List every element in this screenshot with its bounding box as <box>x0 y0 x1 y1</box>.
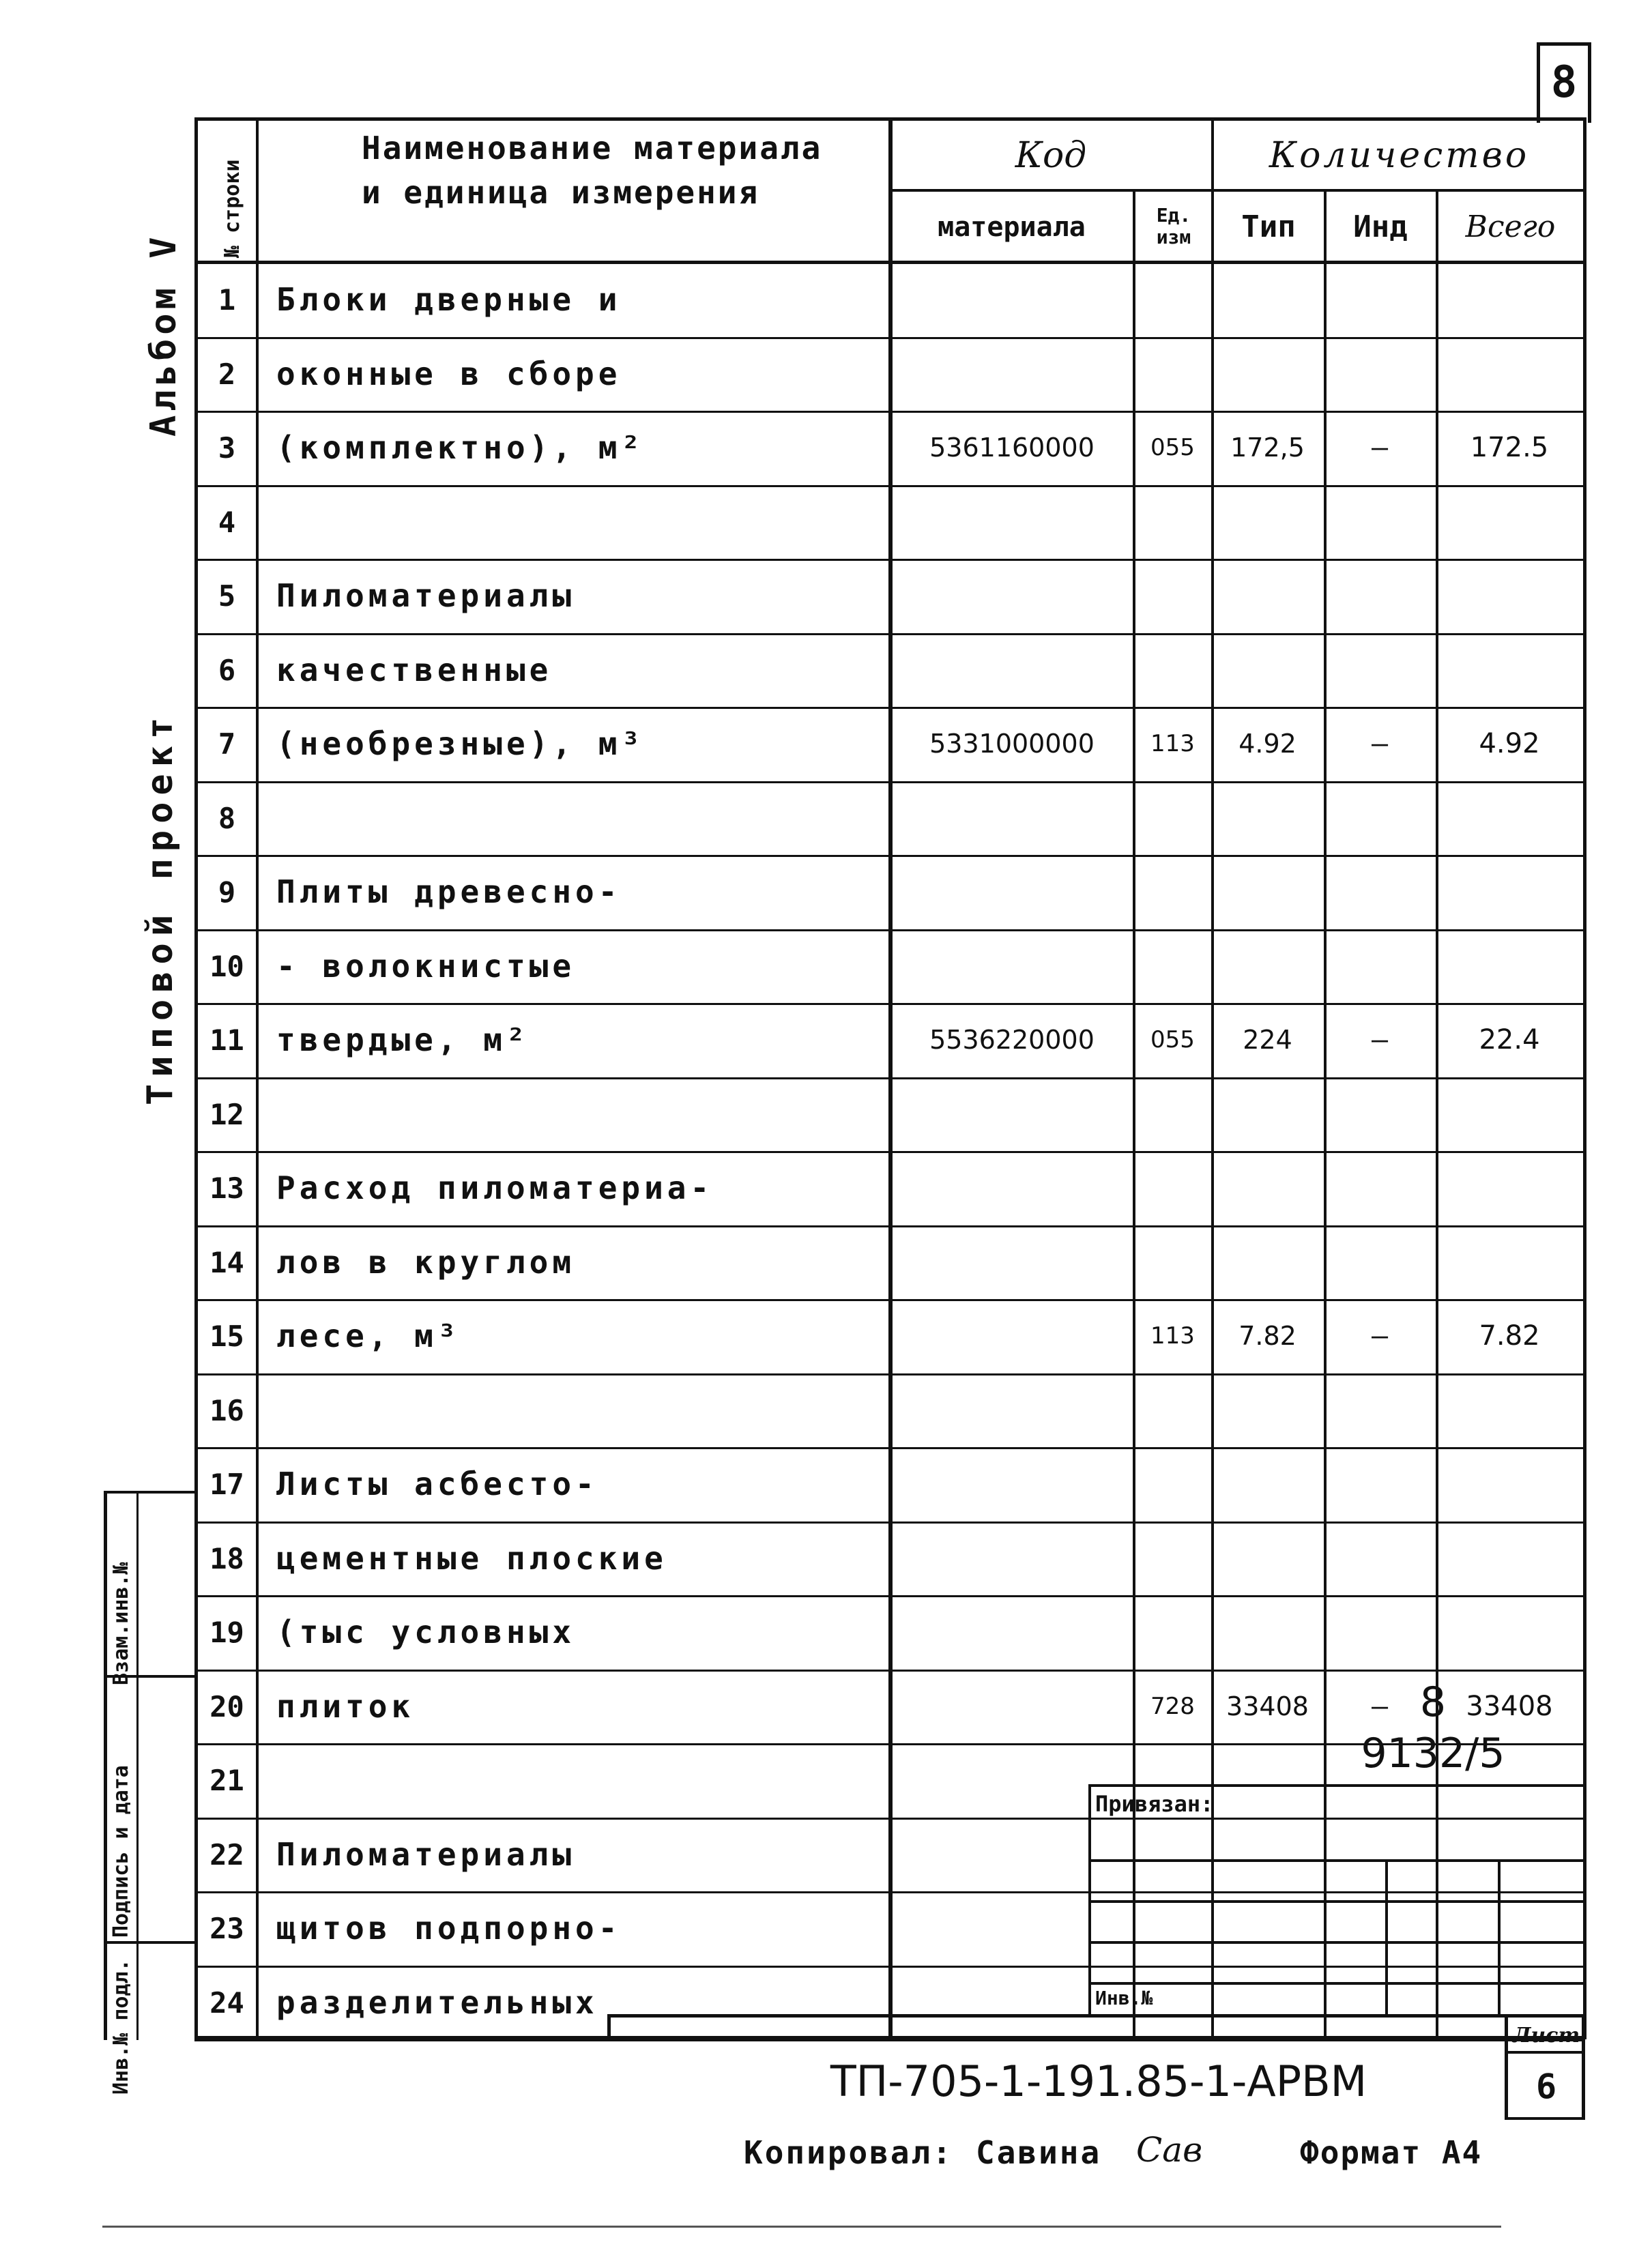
row-number: 20 <box>209 1689 244 1723</box>
stamp-inv-original: Инв.№ подл. <box>109 1959 133 2095</box>
quantity-total: 33408 <box>1466 1691 1553 1723</box>
material-name: (тыс условных <box>276 1614 576 1651</box>
header-unit-line2: изм <box>1156 226 1191 248</box>
quantity-typ <box>1214 485 1321 559</box>
stamp-inv-replace: Взам.инв.№ <box>109 1562 133 1685</box>
quantity-typ <box>1214 1595 1321 1670</box>
quantity-ind: — <box>1371 1691 1389 1723</box>
material-name: плиток <box>276 1688 415 1725</box>
quantity-total <box>1438 1225 1580 1300</box>
header-ind: Инд <box>1353 209 1408 244</box>
quantity-typ: 4.92 <box>1238 729 1296 759</box>
quantity-total <box>1438 485 1580 559</box>
unit-code: 055 <box>1150 1026 1195 1054</box>
header-total: Всего <box>1465 209 1556 244</box>
stamp-divider-2 <box>104 1941 196 1944</box>
quantity-typ <box>1214 1373 1321 1448</box>
stamp-inner-line <box>136 1491 139 2040</box>
quantity-ind: — <box>1371 1024 1389 1056</box>
unit-code <box>1135 1818 1210 1892</box>
quantity-total: 7.82 <box>1479 1320 1540 1352</box>
material-name: Блоки дверные и <box>276 281 622 319</box>
quantity-total <box>1438 1373 1580 1448</box>
row-number: 9 <box>218 875 236 909</box>
material-code <box>893 1299 1131 1373</box>
material-name <box>276 1743 882 1818</box>
copied-signature: Сав <box>1136 2130 1203 2170</box>
material-name: качественные <box>276 652 553 689</box>
material-code <box>893 1670 1131 1744</box>
sheet-number: 6 <box>1535 2066 1557 2106</box>
stamp-signature-date: Подпись и дата <box>109 1765 133 1938</box>
material-code <box>893 1521 1131 1596</box>
quantity-total <box>1438 1818 1580 1892</box>
unit-code: 728 <box>1150 1693 1195 1721</box>
row-number: 14 <box>209 1245 244 1279</box>
row-number: 24 <box>209 1985 244 2020</box>
material-code <box>893 1373 1131 1448</box>
row-number: 16 <box>209 1393 244 1427</box>
copied-name: Савина <box>976 2134 1102 2171</box>
header-row-number: № строки <box>220 159 244 258</box>
quantity-typ <box>1214 559 1321 633</box>
material-name <box>276 781 882 856</box>
quantity-ind <box>1327 929 1433 1004</box>
scan-bottom-line <box>102 2226 1501 2228</box>
row-number: 7 <box>218 727 236 761</box>
quantity-total <box>1438 855 1580 929</box>
quantity-total <box>1438 337 1580 411</box>
material-name: Пиломатериалы <box>276 577 576 615</box>
quantity-ind <box>1327 1225 1433 1300</box>
material-name: оконные в сборе <box>276 355 622 393</box>
quantity-typ <box>1214 1225 1321 1300</box>
quantity-ind <box>1327 1077 1433 1152</box>
row-number: 19 <box>209 1615 244 1649</box>
header-name-line1: Наименование материала <box>362 130 823 166</box>
row-number: 21 <box>209 1763 244 1797</box>
unit-code <box>1135 1077 1210 1152</box>
material-name: (необрезные), м³ <box>276 725 645 763</box>
material-name: - волокнистые <box>276 948 576 985</box>
material-code <box>893 633 1131 708</box>
quantity-total: 22.4 <box>1479 1024 1540 1056</box>
material-name: (комплектно), м² <box>276 429 645 467</box>
quantity-typ <box>1214 1077 1321 1152</box>
material-code: 5361160000 <box>929 433 1095 463</box>
material-code <box>893 1447 1131 1521</box>
document-designation: ТП-705-1-191.85-1-АРВМ <box>830 2056 1367 2106</box>
quantity-ind <box>1327 781 1433 856</box>
unit-code <box>1135 1447 1210 1521</box>
row-number: 1 <box>218 282 236 317</box>
material-code <box>893 1891 1131 1966</box>
quantity-typ: 7.82 <box>1238 1321 1296 1352</box>
material-name: Листы асбесто- <box>276 1466 598 1503</box>
unit-code <box>1135 855 1210 929</box>
row-number: 15 <box>209 1319 244 1353</box>
quantity-ind <box>1327 263 1433 337</box>
quantity-typ <box>1214 1743 1321 1818</box>
quantity-ind <box>1327 855 1433 929</box>
material-name: лов в круглом <box>276 1244 576 1281</box>
order-line2: 9132/5 <box>1361 1730 1505 1777</box>
project-type-label: Типовой проект <box>140 710 181 1105</box>
quantity-ind <box>1327 1818 1433 1892</box>
material-code <box>893 1225 1131 1300</box>
quantity-total <box>1438 1151 1580 1225</box>
material-name: лесе, м³ <box>276 1317 461 1355</box>
quantity-total <box>1438 633 1580 708</box>
material-name: цементные плоские <box>276 1540 667 1577</box>
sheet-label: Лист <box>1512 2023 1580 2048</box>
unit-code <box>1135 633 1210 708</box>
quantity-typ <box>1214 1818 1321 1892</box>
quantity-typ <box>1214 929 1321 1004</box>
quantity-total: 4.92 <box>1479 728 1540 760</box>
header-unit-line1: Ед. <box>1156 204 1191 227</box>
row-number: 18 <box>209 1541 244 1575</box>
unit-code <box>1135 1225 1210 1300</box>
header-name-line2: и единица измерения <box>362 174 760 211</box>
quantity-typ <box>1214 1891 1321 1966</box>
row-number: 4 <box>218 505 236 539</box>
row-number: 17 <box>209 1467 244 1501</box>
order-line1: 8 <box>1419 1678 1447 1726</box>
unit-code <box>1135 485 1210 559</box>
bound-title: Привязан: <box>1095 1791 1214 1817</box>
material-name: Плиты древесно- <box>276 873 622 911</box>
material-name <box>276 1373 882 1448</box>
row-number: 22 <box>209 1837 244 1872</box>
unit-code <box>1135 1521 1210 1596</box>
header-quantity: Количество <box>1269 134 1530 176</box>
material-code <box>893 929 1131 1004</box>
quantity-typ <box>1214 263 1321 337</box>
unit-code: 113 <box>1150 1322 1195 1350</box>
material-code <box>893 485 1131 559</box>
stamp-outer-left <box>104 1491 107 2040</box>
quantity-ind <box>1327 1891 1433 1966</box>
quantity-total <box>1438 929 1580 1004</box>
quantity-ind: — <box>1371 1320 1389 1352</box>
unit-code <box>1135 559 1210 633</box>
row-number: 6 <box>218 653 236 687</box>
quantity-typ: 172,5 <box>1230 433 1305 463</box>
quantity-total: 172.5 <box>1470 432 1549 464</box>
unit-code <box>1135 1891 1210 1966</box>
material-code: 5331000000 <box>929 729 1095 759</box>
quantity-typ <box>1214 633 1321 708</box>
quantity-typ <box>1214 855 1321 929</box>
quantity-ind <box>1327 1151 1433 1225</box>
material-code <box>893 1818 1131 1892</box>
quantity-ind <box>1327 1966 1433 2040</box>
quantity-total <box>1438 1077 1580 1152</box>
quantity-ind <box>1327 559 1433 633</box>
material-code <box>893 1595 1131 1670</box>
quantity-ind <box>1327 633 1433 708</box>
row-number: 23 <box>209 1911 244 1945</box>
material-code <box>893 337 1131 411</box>
unit-code <box>1135 1595 1210 1670</box>
material-name: щитов подпорно- <box>276 1910 622 1947</box>
album-label: Альбом V <box>143 233 184 437</box>
row-number: 5 <box>218 579 236 613</box>
header-code: Код <box>1015 134 1087 176</box>
quantity-total <box>1438 263 1580 337</box>
row-number: 12 <box>209 1097 244 1131</box>
header-unit <box>1135 192 1212 261</box>
material-name <box>276 485 882 559</box>
unit-code <box>1135 337 1210 411</box>
unit-code <box>1135 263 1210 337</box>
copied-label: Копировал: <box>744 2134 953 2171</box>
quantity-ind: — <box>1371 728 1389 760</box>
quantity-total <box>1438 781 1580 856</box>
quantity-typ <box>1214 1447 1321 1521</box>
material-name <box>276 1077 882 1152</box>
header-material: материала <box>938 211 1086 243</box>
material-name: твердые, м² <box>276 1021 530 1059</box>
unit-code <box>1135 781 1210 856</box>
material-code: 5536220000 <box>929 1025 1095 1055</box>
material-code <box>893 855 1131 929</box>
quantity-typ <box>1214 1966 1321 2040</box>
row-number: 10 <box>209 949 244 983</box>
header-typ: Тип <box>1241 209 1296 244</box>
quantity-ind <box>1327 1447 1433 1521</box>
quantity-total <box>1438 1595 1580 1670</box>
quantity-ind <box>1327 485 1433 559</box>
bound-inv: Инв.№ <box>1095 1987 1153 2009</box>
unit-code <box>1135 1373 1210 1448</box>
material-code <box>893 1151 1131 1225</box>
quantity-ind <box>1327 337 1433 411</box>
quantity-typ <box>1214 337 1321 411</box>
quantity-typ: 224 <box>1243 1025 1292 1055</box>
unit-code: 113 <box>1150 730 1195 758</box>
material-name: Пиломатериалы <box>276 1836 576 1874</box>
format-label: Формат А4 <box>1300 2134 1483 2171</box>
material-name: разделительных <box>276 1984 598 2022</box>
quantity-ind <box>1327 1373 1433 1448</box>
unit-code <box>1135 1151 1210 1225</box>
corner-sheet-number: 8 <box>1550 57 1578 108</box>
material-code <box>893 1077 1131 1152</box>
quantity-typ <box>1214 1521 1321 1596</box>
quantity-total <box>1438 1891 1580 1966</box>
row-number: 3 <box>218 431 236 465</box>
row-number: 8 <box>218 801 236 835</box>
quantity-total <box>1438 1521 1580 1596</box>
quantity-ind <box>1327 1595 1433 1670</box>
quantity-typ: 33408 <box>1226 1691 1309 1722</box>
material-name: Расход пиломатериа- <box>276 1169 714 1207</box>
material-code <box>893 263 1131 337</box>
stamp-top <box>104 1491 196 1494</box>
quantity-typ <box>1214 781 1321 856</box>
unit-code: 055 <box>1150 434 1195 462</box>
quantity-ind: — <box>1371 432 1389 464</box>
quantity-typ <box>1214 1151 1321 1225</box>
row-number: 13 <box>209 1171 244 1205</box>
material-code <box>893 559 1131 633</box>
row-number: 11 <box>209 1023 244 1057</box>
quantity-total <box>1438 559 1580 633</box>
row-number: 2 <box>218 357 236 391</box>
quantity-total <box>1438 1447 1580 1521</box>
quantity-ind <box>1327 1521 1433 1596</box>
material-code <box>893 781 1131 856</box>
unit-code <box>1135 929 1210 1004</box>
